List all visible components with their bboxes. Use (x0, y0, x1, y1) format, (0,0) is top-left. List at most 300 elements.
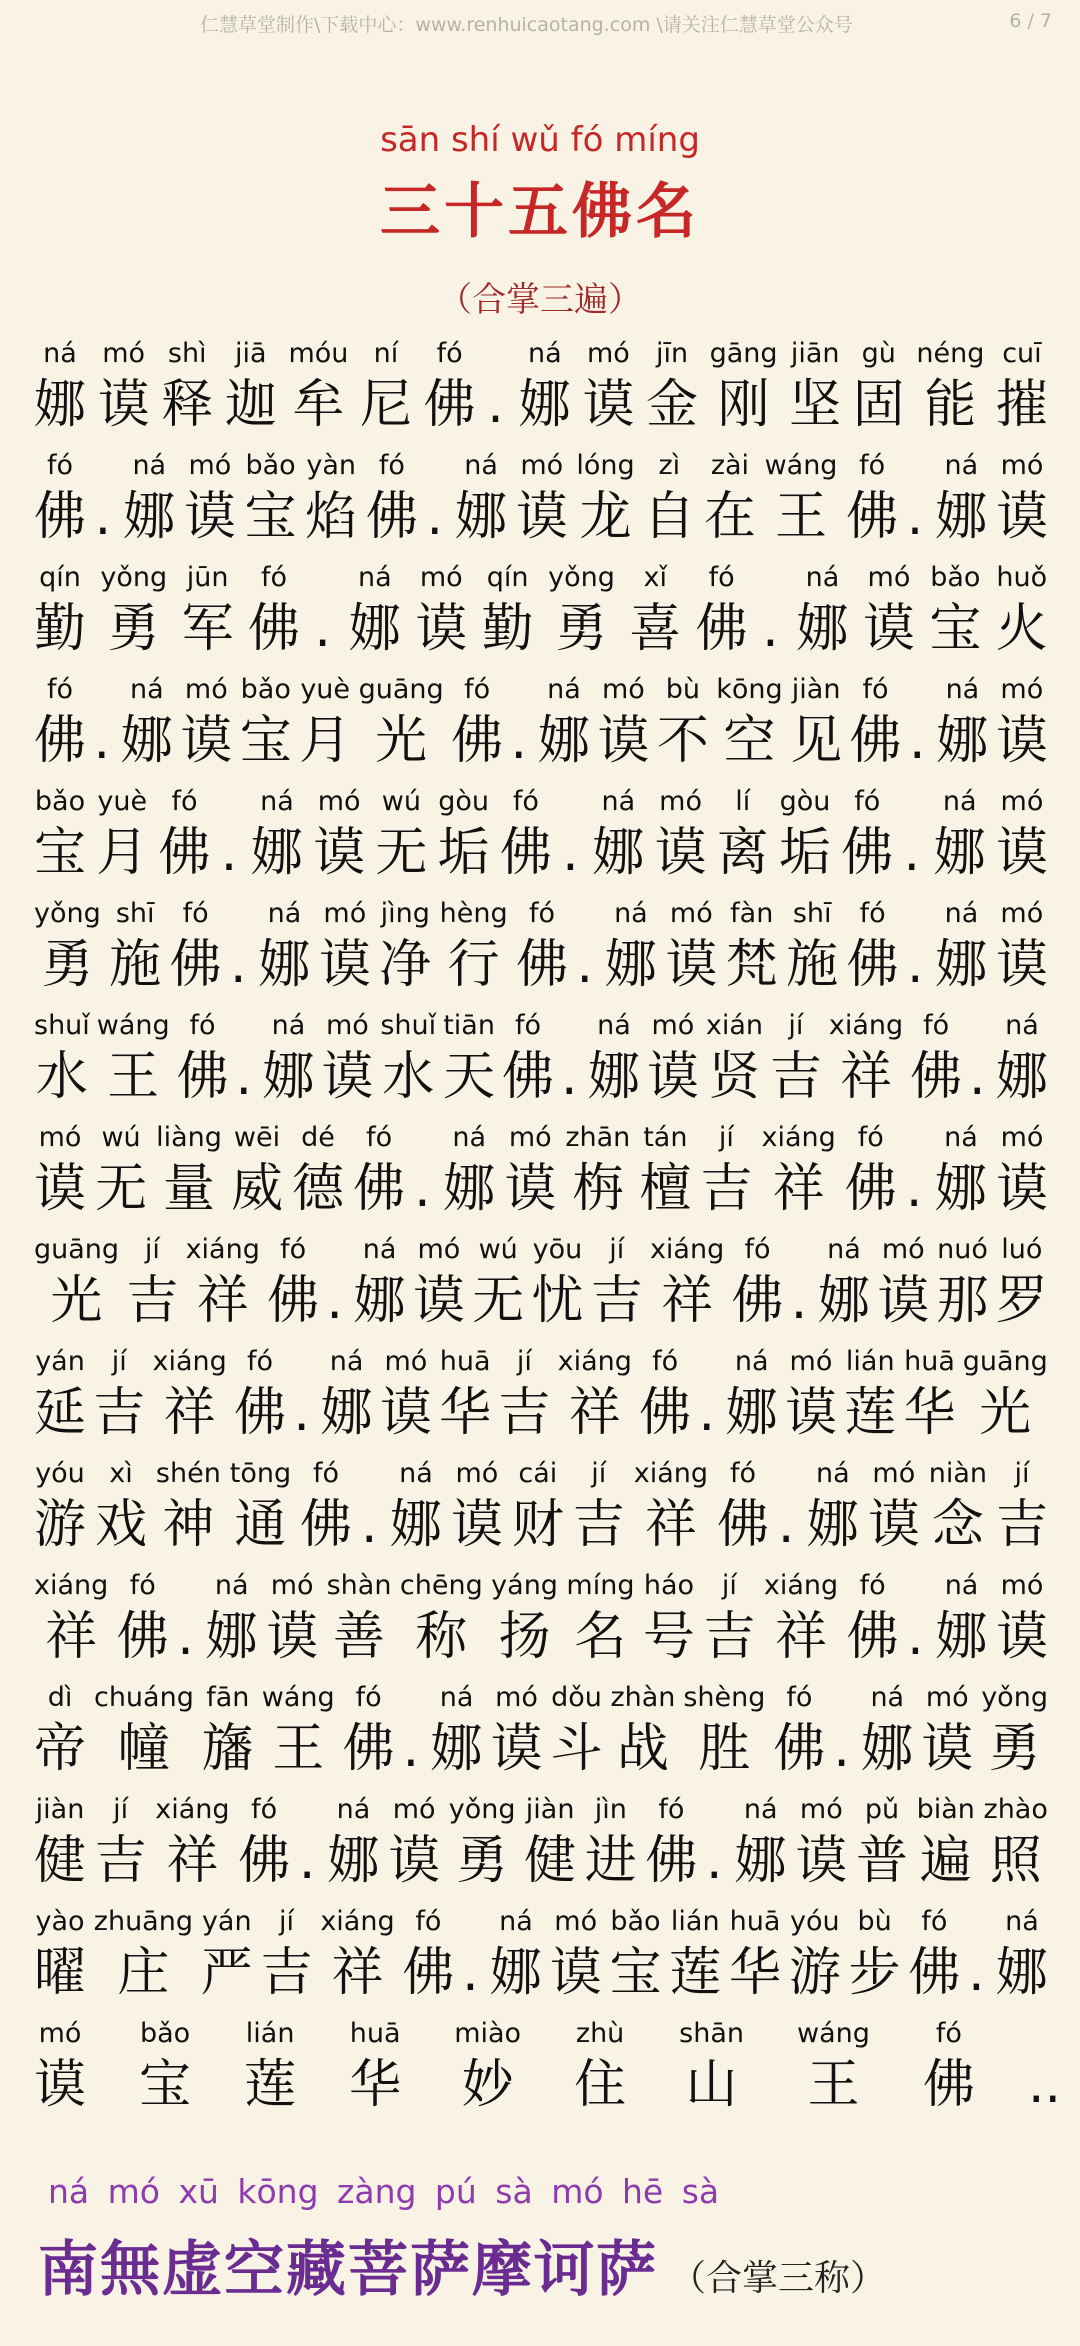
ruby-character (844, 1344, 896, 1446)
pinyin: jìng (380, 898, 430, 929)
hanzi: 照 (989, 1831, 1042, 1891)
hanzi: 娜 (262, 1047, 315, 1107)
hanzi: 吉 (703, 1607, 756, 1667)
ruby-character (996, 784, 1048, 886)
hanzi: 普 (855, 1831, 908, 1891)
text-line (34, 1110, 1050, 1222)
hanzi: 娜 (861, 1719, 914, 1779)
hanzi: 扬 (498, 1607, 551, 1667)
ruby-character (629, 560, 681, 662)
hanzi: 娜 (518, 375, 571, 435)
ruby-character (266, 1568, 318, 1670)
hanzi: 曜 (34, 1943, 87, 2003)
ruby-character (360, 336, 412, 438)
hanzi: 佛 (841, 823, 894, 883)
pinyin: ná (944, 1570, 979, 1601)
pinyin: fó (923, 1010, 950, 1041)
hanzi: 见 (790, 711, 843, 771)
ruby-character (206, 1568, 258, 1670)
ruby-character (349, 2016, 401, 2118)
pinyin: mó (554, 1906, 598, 1937)
ruby-character (300, 1456, 352, 1558)
pinyin: fó (512, 786, 539, 817)
hanzi: 娜 (796, 599, 849, 659)
hanzi: 佛 (267, 1271, 320, 1331)
text-line (34, 886, 1050, 998)
pinyin: dì (47, 1682, 73, 1713)
pinyin: pǔ (864, 1794, 900, 1825)
hanzi: 娜 (430, 1719, 483, 1779)
pinyin: néng (916, 338, 985, 369)
ruby-character (512, 1456, 564, 1558)
ruby-character (170, 896, 222, 998)
hanzi: 谟 (784, 1383, 837, 1443)
ruby-character (996, 336, 1048, 438)
hanzi: 谟 (597, 711, 650, 771)
hanzi: 佛 (365, 487, 418, 547)
hanzi: 娜 (250, 823, 303, 883)
hanzi: 华 (903, 1383, 956, 1443)
pinyin: mó (495, 1682, 538, 1713)
hanzi: . (706, 1831, 723, 1891)
hanzi: 娜 (933, 823, 986, 883)
pinyin: mó (867, 562, 911, 593)
pinyin: ná (329, 1346, 364, 1377)
pinyin: shén (155, 1458, 221, 1489)
hanzi: 佛 (300, 1495, 353, 1555)
pinyin: mó (799, 1794, 843, 1825)
hanzi: 娜 (205, 1607, 258, 1667)
hanzi: 佛 (846, 935, 899, 995)
ruby-character (818, 1232, 870, 1334)
ruby-character (230, 1456, 291, 1558)
ruby-character (177, 1008, 229, 1110)
hanzi: 胜 (698, 1719, 751, 1779)
pinyin: bù (857, 1906, 892, 1937)
hanzi: 火 (995, 599, 1048, 659)
hanzi: 健 (34, 1831, 87, 1891)
pinyin: mó (455, 1458, 499, 1489)
pinyin: tán (643, 1122, 688, 1153)
pinyin: xì (109, 1458, 133, 1489)
pinyin: shī (792, 898, 832, 929)
pinyin: ná (132, 450, 167, 481)
pinyin: jiān (790, 338, 840, 369)
ruby-character (443, 1008, 495, 1110)
hanzi: 佛 (844, 1159, 897, 1219)
pinyin: fó (129, 1570, 156, 1601)
punctuation (762, 560, 782, 662)
hanzi: 金 (646, 375, 699, 435)
ruby-character (610, 1680, 675, 1782)
ruby-character (921, 1680, 973, 1782)
pinyin: zhù (575, 2018, 625, 2049)
ruby-character (424, 336, 476, 438)
ruby-character (491, 1568, 558, 1670)
hanzi: 那 (936, 1271, 989, 1331)
ruby-character (109, 896, 161, 998)
hanzi: 迦 (224, 375, 277, 435)
hanzi: 佛 (516, 935, 569, 995)
hanzi: 梵 (725, 935, 778, 995)
pinyin: yóu (790, 1906, 840, 1937)
pinyin: kōng (716, 674, 783, 705)
text-line (34, 774, 1050, 886)
hanzi: 佛 (169, 935, 222, 995)
hanzi: 莲 (844, 1383, 897, 1443)
hanzi: 娜 (389, 1495, 442, 1555)
ruby-character (349, 560, 401, 662)
ruby-character (785, 1344, 837, 1446)
punctuation (1027, 2016, 1062, 2118)
punctuation (361, 1456, 381, 1558)
hanzi: 祥 (166, 1831, 219, 1891)
hanzi: . (235, 1047, 253, 1107)
pinyin: jiàn (35, 1794, 85, 1825)
hanzi: 华 (439, 1383, 492, 1443)
hanzi: 莲 (669, 1943, 722, 2003)
pinyin: xiáng (761, 1122, 836, 1153)
pinyin: fó (857, 1122, 884, 1153)
pinyin: ná (452, 1122, 487, 1153)
punctuation (968, 1904, 988, 2006)
pinyin: shān (679, 2018, 744, 2049)
ruby-character (585, 1792, 637, 1894)
pinyin: bǎo (610, 1906, 661, 1937)
pinyin: huā (349, 2018, 401, 2049)
ruby-character (847, 896, 899, 998)
pinyin: lóng (576, 450, 635, 481)
pinyin: fó (355, 1682, 382, 1713)
hanzi: . (220, 823, 238, 883)
ruby-character (248, 560, 300, 662)
pinyin: fó (859, 450, 886, 481)
hanzi: 娜 (995, 1943, 1048, 2003)
hanzi: 佛 (451, 711, 504, 771)
pinyin: dǒu (551, 1682, 602, 1713)
pinyin: ná (597, 1010, 631, 1041)
ruby-character (375, 784, 427, 886)
pinyin: fó (862, 674, 889, 705)
hanzi: 军 (181, 599, 234, 659)
pinyin: ná (601, 786, 636, 817)
pinyin: fó (436, 338, 463, 369)
pinyin: fó (529, 898, 556, 929)
ruby-character (380, 1344, 432, 1446)
hanzi: 王 (807, 2055, 860, 2115)
pinyin: gāng (709, 338, 778, 369)
hanzi: 佛 (248, 599, 301, 659)
pinyin: fó (378, 450, 405, 481)
ruby-character (454, 2016, 521, 2118)
hanzi: 行 (447, 935, 500, 995)
hanzi: . (94, 487, 112, 547)
ruby-character (327, 1792, 379, 1894)
ruby-character (717, 1456, 769, 1558)
ruby-character (98, 336, 150, 438)
pinyin: ná (734, 1346, 769, 1377)
ruby-character (731, 1232, 783, 1334)
pinyin: qín (486, 562, 529, 593)
hanzi: 谟 (180, 711, 233, 771)
pinyin: bǎo (930, 562, 981, 593)
pinyin: tiān (443, 1010, 495, 1041)
ruby-character (262, 1008, 314, 1110)
hanzi: . (298, 1831, 316, 1891)
ruby-character (573, 1456, 625, 1558)
ruby-character (94, 1680, 194, 1782)
hanzi: 宝 (244, 487, 297, 547)
pinyin: jí (1014, 1458, 1030, 1489)
pinyin: biàn (916, 1794, 975, 1825)
hanzi: 佛 (158, 823, 211, 883)
pinyin: jí (279, 1906, 295, 1937)
hanzi: 号 (642, 1607, 695, 1667)
ruby-character (34, 1904, 86, 2006)
pinyin: fó (280, 1234, 307, 1265)
ruby-character (726, 896, 778, 998)
ruby-character (34, 1456, 86, 1558)
ruby-character (245, 448, 297, 550)
hanzi: 不 (656, 711, 709, 771)
ruby-character (565, 1120, 630, 1222)
pinyin: xiáng (34, 1570, 109, 1601)
hanzi: 吉 (572, 1495, 625, 1555)
hanzi: 勇 (41, 935, 94, 995)
pinyin: mó (188, 450, 232, 481)
hanzi: 佛 (731, 1271, 784, 1331)
hanzi: 勇 (456, 1831, 509, 1891)
scripture-body (34, 326, 1062, 2118)
ruby-character (639, 1344, 691, 1446)
pinyin: jí (113, 1794, 129, 1825)
hanzi: 谟 (515, 487, 568, 547)
pinyin: huǒ (996, 562, 1048, 593)
pinyin: fó (46, 450, 74, 481)
footer-invocation (38, 2222, 886, 2308)
hanzi: 佛 (34, 711, 87, 771)
hanzi: 栴 (571, 1159, 624, 1219)
hanzi: 吉 (769, 1047, 822, 1107)
punctuation (221, 784, 241, 886)
ruby-character (34, 1792, 86, 1894)
hanzi: 王 (775, 487, 828, 547)
hanzi: 佛 (846, 487, 899, 547)
ruby-character (996, 1456, 1048, 1558)
hanzi: . (908, 711, 926, 771)
hanzi: 谟 (995, 711, 1048, 771)
hanzi: 忧 (531, 1271, 584, 1331)
pinyin: xiáng (557, 1346, 632, 1377)
hanzi: 娜 (587, 1047, 640, 1107)
punctuation (293, 1344, 313, 1446)
ruby-character (861, 1680, 913, 1782)
ruby-character (234, 1344, 286, 1446)
ruby-character (548, 560, 615, 662)
hanzi: 无 (375, 823, 428, 883)
ruby-character (413, 1232, 465, 1334)
ruby-character (853, 336, 905, 438)
pinyin: fó (708, 562, 735, 593)
punctuation (903, 784, 923, 886)
pinyin: jí (718, 1122, 734, 1153)
hanzi: . (177, 1607, 194, 1667)
ruby-character (126, 1232, 178, 1334)
pinyin: cuī (1002, 338, 1042, 369)
pinyin: shàn (326, 1570, 392, 1601)
ruby-character (139, 2016, 191, 2118)
hanzi: 娜 (320, 1383, 373, 1443)
ruby-character (34, 896, 101, 998)
hanzi: 谟 (34, 1159, 87, 1219)
hanzi: 佛 (402, 1943, 455, 2003)
pinyin: yuè (300, 674, 351, 705)
hanzi: 谟 (183, 487, 236, 547)
pinyin: chuáng (93, 1682, 194, 1713)
hanzi: 释 (161, 375, 214, 435)
pinyin: wú (101, 1122, 141, 1153)
ruby-character (267, 1232, 319, 1334)
hanzi: 谟 (795, 1831, 848, 1891)
pinyin: fó (366, 1122, 393, 1153)
ruby-character (225, 336, 277, 438)
pinyin: bǎo (240, 674, 291, 705)
pinyin: yǒng (448, 1794, 516, 1825)
punctuation (462, 1904, 482, 2006)
hanzi: . (968, 1943, 985, 2003)
ruby-character (321, 1344, 373, 1446)
ruby-character (786, 896, 838, 998)
hanzi: . (402, 1719, 420, 1779)
pinyin: guāng (962, 1346, 1048, 1377)
ruby-character (449, 1792, 516, 1894)
hanzi: 娜 (935, 487, 988, 547)
pinyin: ná (271, 1010, 306, 1041)
hanzi: 吉 (590, 1271, 643, 1331)
punctuation (314, 560, 334, 662)
hanzi: 娜 (537, 711, 590, 771)
pinyin: xiáng (649, 1234, 725, 1265)
ruby-character (929, 560, 981, 662)
hanzi: 吉 (498, 1383, 551, 1443)
hanzi: 谟 (321, 1047, 374, 1107)
text-line (34, 550, 1050, 662)
hanzi: 宝 (239, 711, 292, 771)
hanzi: . (576, 935, 594, 995)
ruby-character (996, 560, 1048, 662)
ruby-character (916, 336, 984, 438)
ruby-character (597, 672, 649, 774)
hanzi: 通 (234, 1495, 287, 1555)
pinyin: mó (419, 562, 463, 593)
hanzi: 贤 (708, 1047, 761, 1107)
footer-note: （合掌三称） (670, 2258, 887, 2299)
pinyin: ná (1005, 1906, 1039, 1937)
hanzi: 游 (788, 1943, 841, 2003)
hanzi: 在 (703, 487, 756, 547)
ruby-character (935, 896, 987, 998)
page-number: 6 / 7 (1009, 10, 1052, 32)
punctuation (511, 672, 531, 774)
hanzi: 神 (162, 1495, 215, 1555)
ruby-character (531, 1232, 583, 1334)
ruby-character (669, 1904, 721, 2006)
pinyin: guāng (358, 674, 444, 705)
ruby-character (34, 1008, 90, 1110)
pinyin: yōu (532, 1234, 583, 1265)
ruby-character (262, 1680, 335, 1782)
ruby-character (566, 1568, 634, 1670)
ruby-character (935, 1120, 987, 1222)
hanzi: . (777, 1495, 795, 1555)
pinyin: ná (439, 1682, 474, 1713)
hanzi: . (93, 711, 110, 771)
ruby-character (354, 1232, 406, 1334)
pinyin: huā (439, 1346, 491, 1377)
pinyin: jí (721, 1570, 737, 1601)
hanzi: 名 (574, 1607, 627, 1667)
pinyin: liàng (156, 1122, 222, 1153)
pinyin: mó (789, 1346, 833, 1377)
hanzi: 游 (34, 1495, 87, 1555)
hanzi: 焰 (305, 487, 358, 547)
ruby-character (849, 1904, 901, 2006)
ruby-character (710, 336, 778, 438)
pinyin: fó (859, 1570, 886, 1601)
ruby-character (524, 1792, 576, 1894)
ruby-character (34, 1568, 108, 1670)
ruby-character (790, 672, 842, 774)
hanzi: . (487, 375, 504, 435)
pinyin: jūn (186, 562, 229, 593)
pinyin: shì (167, 338, 207, 369)
pinyin: mó (659, 786, 702, 817)
hanzi: 莲 (244, 2055, 297, 2115)
hanzi: 祥 (196, 1271, 249, 1331)
pinyin: ná (527, 338, 562, 369)
pinyin: fó (251, 1794, 278, 1825)
pinyin: mó (326, 1010, 369, 1041)
hanzi: 遍 (919, 1831, 972, 1891)
hanzi: . (698, 1383, 715, 1443)
pinyin: bǎo (245, 450, 296, 481)
ruby-character (936, 1568, 988, 1670)
ruby-character (155, 1792, 229, 1894)
pinyin: wáng (764, 450, 838, 481)
hanzi: 娜 (443, 1159, 496, 1219)
pinyin: fó (658, 1794, 685, 1825)
ruby-character (797, 2016, 870, 2118)
ruby-character (856, 1792, 908, 1894)
hanzi: 谟 (97, 375, 150, 435)
ruby-character (729, 1904, 781, 2006)
hanzi: 宝 (139, 2055, 192, 2115)
pinyin: jí (591, 1458, 607, 1489)
ruby-character (238, 1792, 290, 1894)
ruby-character (717, 784, 769, 886)
ruby-character (482, 560, 534, 662)
hanzi: 娜 (258, 935, 311, 995)
pinyin: fó (515, 1010, 542, 1041)
punctuation (93, 672, 113, 774)
hanzi: 宝 (609, 1943, 662, 2003)
hanzi: 谟 (318, 935, 371, 995)
ruby-character (100, 560, 167, 662)
hanzi: 谟 (867, 1495, 920, 1555)
ruby-character (700, 1120, 752, 1222)
text-line (34, 1222, 1050, 1334)
ruby-character (292, 1120, 344, 1222)
